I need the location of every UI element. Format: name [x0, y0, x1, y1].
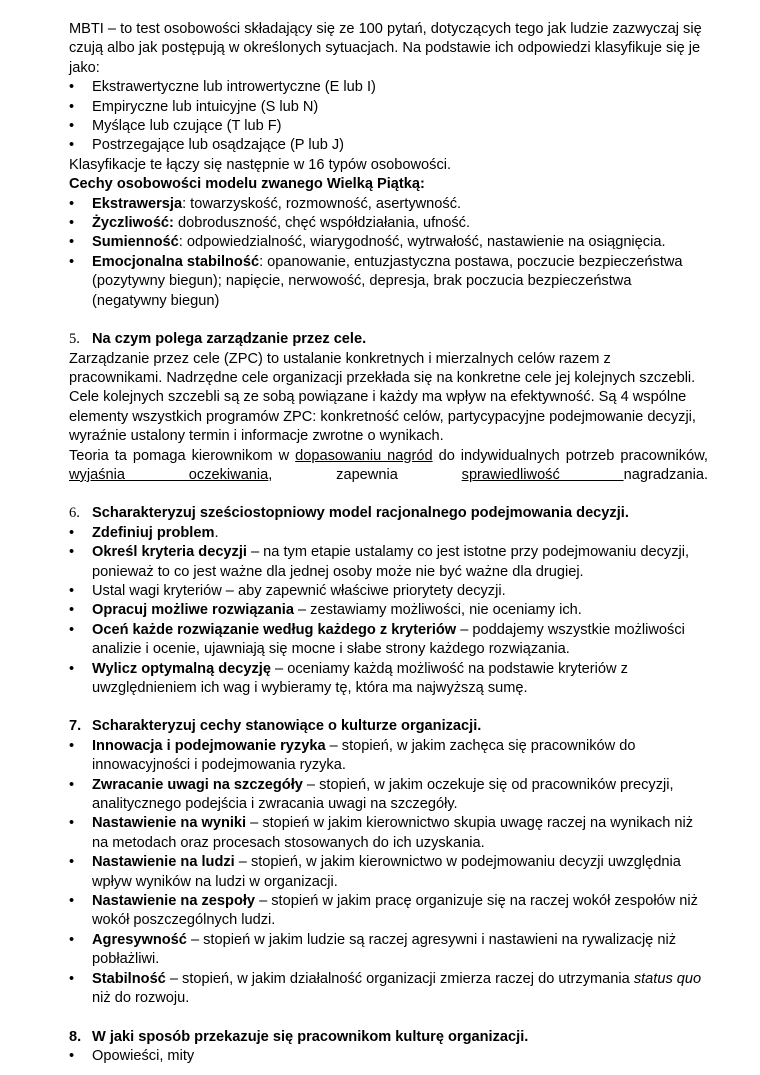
list-item	[69, 737, 708, 776]
list-item	[69, 214, 708, 233]
list-item: • Empiryczne lub intuicyjne (S lub N)	[69, 98, 708, 117]
definition: .	[214, 524, 219, 541]
list-item	[69, 892, 708, 931]
question-title: Scharakteryzuj cechy stanowiące o kulturze organizacji.	[92, 718, 482, 735]
definition: – stopień, w jakim oczekuje się od pracowników precyzji, analitycznego podejścia i zwracania uwagi na szczegóły.	[92, 776, 674, 813]
underlined-phrase: dopasowaniu nagród	[295, 447, 433, 464]
term: Ekstrawersja	[92, 195, 183, 212]
question-7-heading	[69, 717, 708, 736]
list-item: • Myślące lub czujące (T lub F)	[69, 117, 708, 136]
list-item	[69, 621, 708, 660]
term: Zdefiniuj problem	[92, 524, 215, 541]
big-five-heading: Cechy osobowości modelu zwanego Wielką Piątką:	[69, 176, 425, 193]
list-item	[69, 253, 708, 311]
term: Nastawienie na zespoły	[92, 893, 256, 910]
term: Nastawienie na wyniki	[92, 815, 247, 832]
list-item: • Opowieści, mity	[69, 1047, 708, 1066]
term: Emocjonalna stabilność	[92, 253, 260, 270]
definition: : towarzyskość, rozmowność, asertywność.	[182, 195, 462, 212]
list-item	[69, 233, 708, 252]
decision-steps-list	[69, 524, 708, 699]
list-item: • Postrzegające lub osądzające (P lub J)	[69, 136, 708, 155]
question-8-heading	[69, 1028, 708, 1047]
definition: – stopień, w jakim zachęca się pracowników do innowacyjności i podejmowania ryzyka.	[92, 737, 636, 774]
text-run: nagradzania.	[623, 466, 708, 483]
list-item	[69, 195, 708, 214]
culture-transfer-list	[69, 1047, 708, 1066]
term: Nastawienie na ludzi	[92, 854, 235, 871]
question-number: 6.	[69, 505, 80, 522]
definition: – stopień w jakim pracę organizuje się na raczej wokół zespołów niż wokół poszczególnych ludzi.	[92, 893, 698, 929]
text-run: do indywidualnych potrzeb pracowników,	[432, 447, 708, 464]
definition-tail: niż do rozwoju.	[92, 990, 190, 1007]
term: Stabilność	[92, 970, 166, 987]
list-item	[69, 853, 708, 892]
term: Określ kryteria decyzji	[92, 544, 247, 561]
definition: – poddajemy wszystkie możliwości analizie i ocenie, ujawniają się mocne i słabe strony każdego rozwiązania.	[92, 621, 685, 658]
question-6-heading	[69, 504, 708, 523]
list-item	[69, 660, 708, 699]
list-item	[69, 601, 708, 620]
definition: – stopień, w jakim kierownictwo w podejmowaniu decyzji uwzględnia wpływ wyników na ludzi w organizacji.	[92, 854, 681, 890]
term: Wylicz optymalną decyzję	[92, 660, 271, 677]
question-5-heading	[69, 330, 708, 349]
list-item	[69, 970, 708, 1009]
definition: : opanowanie, entuzjastyczna postawa, poczucie bezpieczeństwa (pozytywny biegun); napięcie, nerwowość, depresja, brak poczucia bezpieczeństwa (negatywny biegun)	[92, 253, 683, 309]
underlined-phrase: sprawiedliwość	[461, 466, 624, 483]
question-title: W jaki sposób przekazuje się pracownikom kulturę organizacji.	[92, 1028, 529, 1045]
list-item	[69, 814, 708, 853]
definition: – oceniamy każdą możliwość na podstawie kryteriów z uwzględnieniem ich wag i wybieramy tę, która ma najwyższą sumę.	[92, 660, 628, 696]
term: Opracuj możliwe rozwiązania	[92, 602, 294, 619]
text-run: , zapewnia	[268, 466, 462, 483]
list-item	[69, 543, 708, 582]
list-item	[69, 524, 708, 543]
definition: : odpowiedzialność, wiarygodność, wytrwałość, nastawienie na osiągnięcia.	[178, 234, 666, 251]
underlined-phrase: wyjaśnia oczekiwania	[69, 466, 269, 483]
list-item	[69, 931, 708, 970]
question-number: 5.	[69, 331, 80, 348]
mbti-types-list	[69, 78, 708, 156]
term: Życzliwość:	[92, 215, 174, 232]
list-item	[69, 582, 708, 601]
mbti-intro: MBTI – to test osobowości składający się ze 100 pytań, dotyczących tego jak ludzie zazwyczaj się czują albo jak postępują w określonych sytuacjach. Na podstawie ich odpowiedzi klasyfikuje się je jako:	[69, 21, 702, 76]
q5-theory	[69, 447, 708, 486]
term: Innowacja i podejmowanie ryzyka	[92, 737, 326, 754]
list-item	[69, 776, 708, 815]
mbti-summary: Klasyfikacje te łączy się następnie w 16 typów osobowości.	[69, 156, 452, 173]
question-number: 8.	[69, 1028, 82, 1045]
text-run: Teoria ta pomaga kierownikom w	[69, 447, 296, 464]
term: Sumienność	[92, 234, 179, 251]
q5-paragraph: Zarządzanie przez cele (ZPC) to ustalanie konkretnych i mierzalnych celów razem z pracownikami. Nadrzędne cele organizacji przekłada się na konkretne cele jej kolejnych szczebli. Cele kolejnych szczebli są ze sobą powiązane i każdy ma wpływ na efektywność. Są 4 wspólne elementy wszystkich programów ZPC: konkretność celów, partycypacyjne podejmowanie decyzji, wyraźnie ustalony termin i informacje zwrotne o wynikach.	[69, 350, 696, 445]
definition: – na tym etapie ustalamy co jest istotne przy podejmowaniu decyzji, ponieważ to co jest ważne dla jednej osoby może nie być ważne dla drugiej.	[92, 544, 690, 580]
definition: – stopień, w jakim działalność organizacji zmierza raczej do utrzymania	[165, 970, 634, 987]
term: Agresywność	[92, 931, 187, 948]
big-five-list	[69, 195, 708, 311]
list-item: • Ekstrawertyczne lub introwertyczne (E lub I)	[69, 78, 708, 97]
definition: Ustal wagi kryteriów – aby zapewnić właściwe priorytety decyzji.	[92, 582, 506, 599]
definition: – stopień w jakim ludzie są raczej agresywni i nastawieni na rywalizację niż pobłażliwi.	[92, 931, 677, 968]
question-title: Na czym polega zarządzanie przez cele.	[92, 331, 367, 348]
italic-phrase: status quo	[633, 970, 702, 987]
definition: dobroduszność, chęć współdziałania, ufność.	[173, 215, 471, 232]
question-number: 7.	[69, 718, 82, 735]
culture-traits-list	[69, 737, 708, 1009]
definition: – zestawiamy możliwości, nie oceniamy ich.	[293, 602, 582, 619]
term: Oceń każde rozwiązanie według każdego z kryteriów	[92, 621, 457, 638]
definition: – stopień w jakim kierownictwo skupia uwagę raczej na wynikach niż na metodach oraz procesach stosowanych do ich uzyskania.	[92, 815, 694, 851]
question-title: Scharakteryzuj sześciostopniowy model racjonalnego podejmowania decyzji.	[92, 505, 629, 522]
term: Zwracanie uwagi na szczegóły	[92, 776, 303, 793]
